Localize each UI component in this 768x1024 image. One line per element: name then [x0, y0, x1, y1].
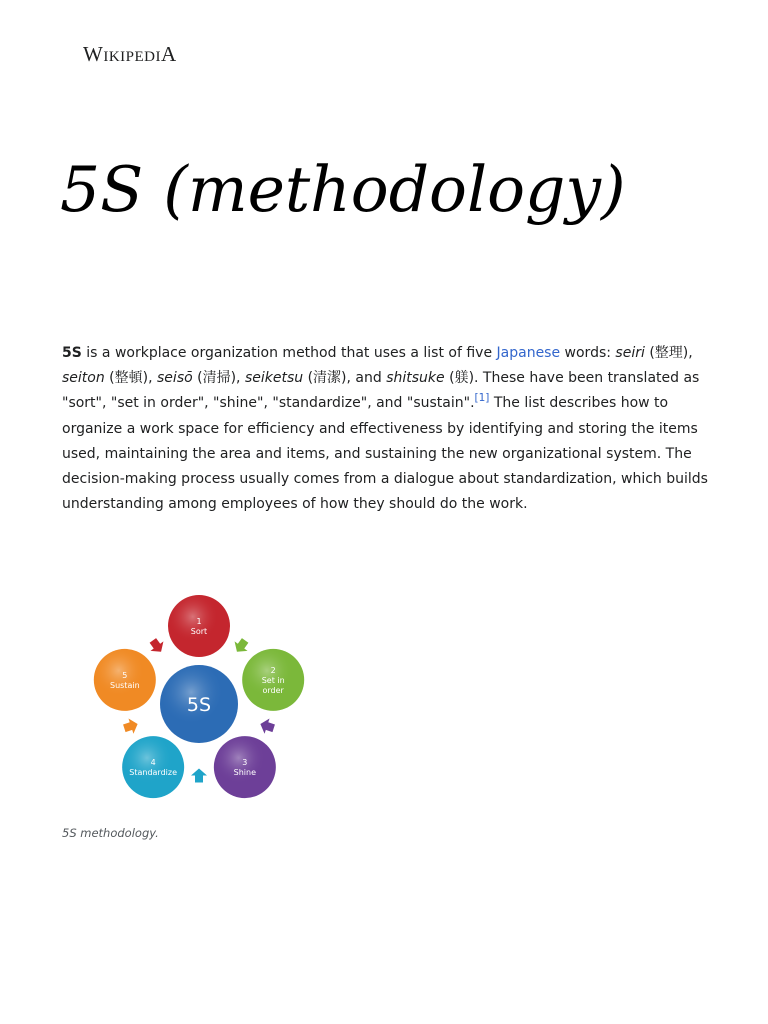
step-number-3: 3	[242, 758, 248, 768]
lead-text: The list describes how to organize a work space for efficiency and effectiveness by identifying and storing the items used, maintaining the area and items, and sustaining the new organizational system. The decision-making process usually comes from a dialogue about standardization, which builds understanding among employees of how they should do the work.	[62, 395, 708, 513]
kanji-seiso: (清掃),	[192, 370, 245, 387]
step-number-2: 2	[270, 665, 276, 675]
page-title: 5S (methodology)	[60, 153, 626, 226]
arrow-1	[230, 636, 251, 657]
reference-link[interactable]: [1]	[474, 392, 490, 405]
step-label-2: order	[262, 685, 284, 695]
step-label-4: Standardize	[129, 768, 178, 778]
step-label-3: Shine	[233, 768, 257, 778]
arrow-2	[258, 716, 276, 736]
arrow-3	[191, 769, 207, 783]
word-seiton: seiton	[62, 370, 105, 387]
center-label: 5S	[186, 694, 212, 716]
5s-diagram-figure[interactable]	[88, 585, 310, 807]
step-number-5: 5	[122, 670, 128, 680]
lead-text: is a workplace organization method that uses a list of five	[81, 345, 497, 361]
kanji-seiri: (整理),	[644, 345, 693, 361]
lead-term: 5S	[62, 345, 82, 361]
step-label-1: Sort	[190, 627, 208, 636]
arrow-4	[122, 716, 140, 736]
step-number-4: 4	[150, 758, 156, 768]
5s-diagram	[88, 585, 310, 807]
lead-text: (躾). These have been translated as "sort", "set in order", "shine", "standardize", and "sustain".	[62, 370, 700, 412]
lead-paragraph	[62, 341, 708, 517]
step-label-2: Set in	[261, 675, 285, 685]
kanji-seiton: (整頓),	[104, 370, 158, 387]
link-japanese[interactable]: Japanese	[496, 345, 561, 361]
word-seiri: seiri	[615, 345, 645, 361]
step-number-1: 1	[196, 617, 202, 626]
wikipedia-wordmark[interactable]: WikipediA	[83, 42, 177, 66]
arrow-5	[146, 636, 167, 657]
word-shitsuke: shitsuke	[386, 370, 445, 387]
figure-caption: 5S methodology.	[62, 826, 159, 840]
word-seiso: seisō	[157, 370, 193, 387]
step-label-5: Sustain	[109, 680, 140, 690]
word-seiketsu: seiketsu	[244, 370, 304, 387]
kanji-seiketsu: (清潔), and	[303, 370, 387, 387]
lead-text: words:	[560, 345, 616, 361]
